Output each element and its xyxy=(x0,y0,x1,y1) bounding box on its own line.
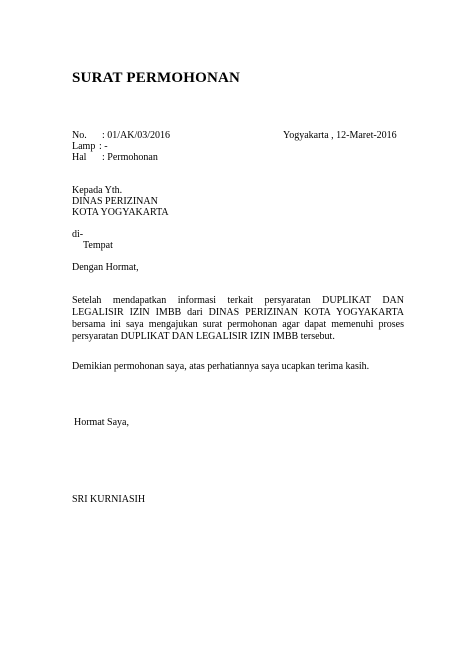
recipient-di: di- xyxy=(72,229,84,240)
body-paragraph: Setelah mendapatkan informasi terkait persyaratan DUPLIKAT DAN LEGALISIR IZIN IMBB dari DINAS PERIZINAN KOTA YOGYAKARTA bersama ini saya mengajukan surat permohonan agar dapat memenuhi proses persyaratan DUPLIKAT DAN LEGALISIR IZIN IMBB tersebut. xyxy=(72,295,404,342)
recipient-greeting: Kepada Yth. xyxy=(72,185,123,196)
recipient-city: KOTA YOGYAKARTA xyxy=(72,207,169,218)
regards: Hormat Saya, xyxy=(74,417,129,428)
subject-value: : Permohonan xyxy=(102,152,158,163)
place-date: Yogyakarta , 12-Maret-2016 xyxy=(283,130,397,141)
number-value: : 01/AK/03/2016 xyxy=(102,130,171,141)
letter-title: SURAT PERMOHONAN xyxy=(72,70,241,86)
recipient-place: Tempat xyxy=(83,240,113,251)
closing-paragraph: Demikian permohonan saya, atas perhatiannya saya ucapkan terima kasih. xyxy=(72,361,370,372)
signatory-name: SRI KURNIASIH xyxy=(72,494,146,505)
attachment-label: Lamp xyxy=(72,141,96,152)
subject-label: Hal xyxy=(72,152,87,163)
number-label: No. xyxy=(72,130,87,141)
recipient-office: DINAS PERIZINAN xyxy=(72,196,158,207)
attachment-value: : - xyxy=(99,141,108,152)
salutation: Dengan Hormat, xyxy=(72,262,139,273)
